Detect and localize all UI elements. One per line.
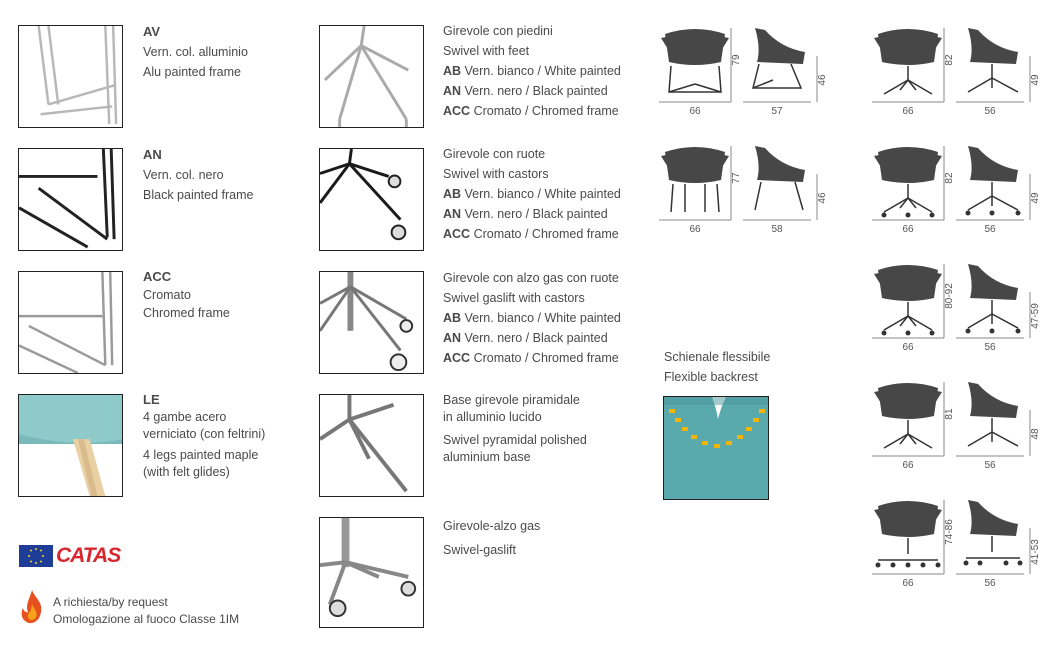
depth-label: 58 xyxy=(771,224,783,235)
base-pyramidal-image xyxy=(319,394,424,497)
dim-gaslift-castors-wrap xyxy=(872,258,1042,354)
base-side-shape xyxy=(753,64,801,88)
base-pyramidal-text xyxy=(443,392,587,465)
dim-swivel-castors xyxy=(872,140,1042,236)
base-gaslift-castors-image xyxy=(319,271,424,374)
depth-label: 56 xyxy=(984,342,996,353)
base-it: Girevole con piedini xyxy=(443,24,553,38)
frame-code: AV xyxy=(143,24,161,39)
dim-gaslift-castors xyxy=(872,258,1042,354)
catas-logo xyxy=(19,545,129,567)
frame-en: Black painted frame xyxy=(143,188,254,202)
seat-height-label: 46 xyxy=(817,192,828,204)
fire-text xyxy=(53,594,239,628)
backrest-text xyxy=(664,347,770,387)
finish-code: AN xyxy=(443,331,462,345)
base-it: Girevole con alzo gas con ruote xyxy=(443,271,619,285)
frame-it: 4 gambe acero xyxy=(143,409,227,424)
catas-wordmark: CATAS xyxy=(56,544,121,567)
base-front-shape xyxy=(884,302,932,330)
finish-code: AN xyxy=(443,84,462,98)
frame-code: ACC xyxy=(143,269,172,284)
frame-acc-image xyxy=(18,271,123,374)
fire-line-1: A richiesta/by request xyxy=(53,595,168,609)
finish-desc: Cromato / Chromed frame xyxy=(470,104,619,118)
dim-legs-wrap xyxy=(659,140,829,236)
seat-front-shape xyxy=(878,501,938,537)
seat-side-shape xyxy=(968,264,1018,300)
backrest-it: Schienale flessibile xyxy=(664,350,771,364)
frame-en: 4 legs painted maple xyxy=(143,447,259,462)
width-label: 66 xyxy=(689,224,701,235)
dim-swivel-feet xyxy=(872,22,1042,118)
base-front-shape xyxy=(884,420,932,448)
width-label: 66 xyxy=(902,460,914,471)
height-label: 74-86 xyxy=(944,519,955,545)
base-en: Swivel with feet xyxy=(443,44,530,58)
flexible-backrest-image xyxy=(663,396,769,500)
base-swivel-feet-image xyxy=(319,25,424,128)
height-label: 80-92 xyxy=(944,283,955,309)
base-gaslift-castors-text xyxy=(443,268,621,368)
base-side-shape xyxy=(968,300,1018,328)
frame-it: Vern. col. nero xyxy=(143,168,224,182)
frame-av-image xyxy=(18,25,123,128)
height-label: 79 xyxy=(731,54,742,66)
backrest-en: Flexible backrest xyxy=(664,370,758,384)
fire-line-2: Omologazione al fuoco Classe 1IM xyxy=(53,612,240,626)
seat-front-shape xyxy=(665,29,725,65)
dim-sled-wrap xyxy=(659,22,829,118)
dim-legs xyxy=(659,140,829,236)
finish-code: AB xyxy=(443,64,462,78)
seat-side-shape xyxy=(968,146,1018,182)
depth-label: 56 xyxy=(984,578,996,589)
height-label: 77 xyxy=(731,172,742,184)
depth-label: 56 xyxy=(984,106,996,117)
base-front-shape xyxy=(884,66,932,94)
width-label: 66 xyxy=(902,578,914,589)
finish-code: ACC xyxy=(443,104,471,118)
dim-sled xyxy=(659,22,829,118)
eu-flag-icon xyxy=(19,545,53,567)
frame-le-image xyxy=(18,394,123,497)
finish-desc: Vern. nero / Black painted xyxy=(461,207,608,221)
width-label: 66 xyxy=(902,342,914,353)
frame-le-text xyxy=(143,391,265,482)
base-side-shape xyxy=(968,64,1018,92)
finish-code: AN xyxy=(443,207,462,221)
base-swivel-feet-text xyxy=(443,21,621,121)
seat-height-label: 41-53 xyxy=(1030,539,1041,565)
frame-code: LE xyxy=(143,392,160,407)
dim-pyramidal xyxy=(872,376,1042,472)
base-en: Swivel-gaslift xyxy=(443,543,516,557)
finish-desc: Vern. bianco / White painted xyxy=(461,187,621,201)
base-swivel-castors-text xyxy=(443,144,621,244)
base-gaslift-image xyxy=(319,517,424,628)
base-en-2: aluminium base xyxy=(443,449,531,464)
base-it: Base girevole piramidale xyxy=(443,393,580,407)
frame-an-text xyxy=(143,145,253,205)
frame-en: Chromed frame xyxy=(143,306,230,320)
flame-icon xyxy=(19,590,45,624)
seat-side-shape xyxy=(755,146,805,182)
frame-it-2: verniciato (con feltrini) xyxy=(143,427,266,441)
base-side-shape xyxy=(755,182,803,210)
dim-swivel-castors-wrap xyxy=(872,140,1042,236)
depth-label: 56 xyxy=(984,460,996,471)
dim-swivel-feet-wrap xyxy=(872,22,1042,118)
base-front-shape xyxy=(884,184,932,212)
height-label: 82 xyxy=(944,54,955,66)
base-en: Swivel gaslift with castors xyxy=(443,291,585,305)
seat-side-shape xyxy=(968,382,1018,418)
frame-av-text xyxy=(143,22,248,82)
seat-front-shape xyxy=(878,383,938,419)
finish-code: AB xyxy=(443,187,462,201)
base-en: Swivel pyramidal polished xyxy=(443,433,587,447)
base-front-shape xyxy=(671,184,719,212)
finish-code: ACC xyxy=(443,351,471,365)
seat-height-label: 46 xyxy=(817,74,828,86)
base-gaslift-text xyxy=(443,514,540,562)
finish-desc: Vern. nero / Black painted xyxy=(461,331,608,345)
dim-pyramidal-wrap xyxy=(872,376,1042,472)
finish-desc: Cromato / Chromed frame xyxy=(470,351,619,365)
frame-en: Alu painted frame xyxy=(143,65,241,79)
finish-desc: Vern. nero / Black painted xyxy=(461,84,608,98)
seat-side-shape xyxy=(968,500,1018,536)
frame-it: Vern. col. alluminio xyxy=(143,45,248,59)
base-front-shape xyxy=(878,538,938,560)
base-it: Girevole con ruote xyxy=(443,147,546,161)
width-label: 66 xyxy=(902,224,914,235)
seat-front-shape xyxy=(878,29,938,65)
base-it: Girevole-alzo gas xyxy=(443,519,541,533)
seat-side-shape xyxy=(968,28,1018,64)
width-label: 66 xyxy=(689,106,701,117)
base-swivel-castors-image xyxy=(319,148,424,251)
base-side-shape xyxy=(968,418,1018,446)
finish-code: AB xyxy=(443,311,462,325)
finish-desc: Vern. bianco / White painted xyxy=(461,64,621,78)
finish-code: ACC xyxy=(443,227,471,241)
height-label: 82 xyxy=(944,172,955,184)
seat-front-shape xyxy=(665,147,725,183)
width-label: 66 xyxy=(902,106,914,117)
frame-en-2: (with felt glides) xyxy=(143,465,230,479)
frame-it: Cromato xyxy=(143,288,191,302)
height-label: 81 xyxy=(944,408,955,420)
frame-an-image xyxy=(18,148,123,251)
finish-desc: Cromato / Chromed frame xyxy=(470,227,619,241)
finish-desc: Vern. bianco / White painted xyxy=(461,311,621,325)
seat-height-label: 47-59 xyxy=(1030,303,1041,329)
base-en: Swivel with castors xyxy=(443,167,549,181)
base-side-shape xyxy=(968,182,1018,210)
seat-height-label: 49 xyxy=(1030,192,1041,204)
dim-gaslift-wrap xyxy=(872,494,1042,590)
seat-front-shape xyxy=(878,265,938,301)
depth-label: 56 xyxy=(984,224,996,235)
frame-code: AN xyxy=(143,147,162,162)
seat-height-label: 49 xyxy=(1030,74,1041,86)
dim-gaslift xyxy=(872,494,1042,590)
base-front-shape xyxy=(669,66,721,92)
seat-side-shape xyxy=(755,28,805,64)
seat-front-shape xyxy=(878,147,938,183)
base-side-shape xyxy=(966,536,1020,558)
seat-height-label: 48 xyxy=(1030,428,1041,440)
depth-label: 57 xyxy=(771,106,783,117)
base-it-2: in alluminio lucido xyxy=(443,409,542,424)
frame-acc-text xyxy=(143,268,230,322)
